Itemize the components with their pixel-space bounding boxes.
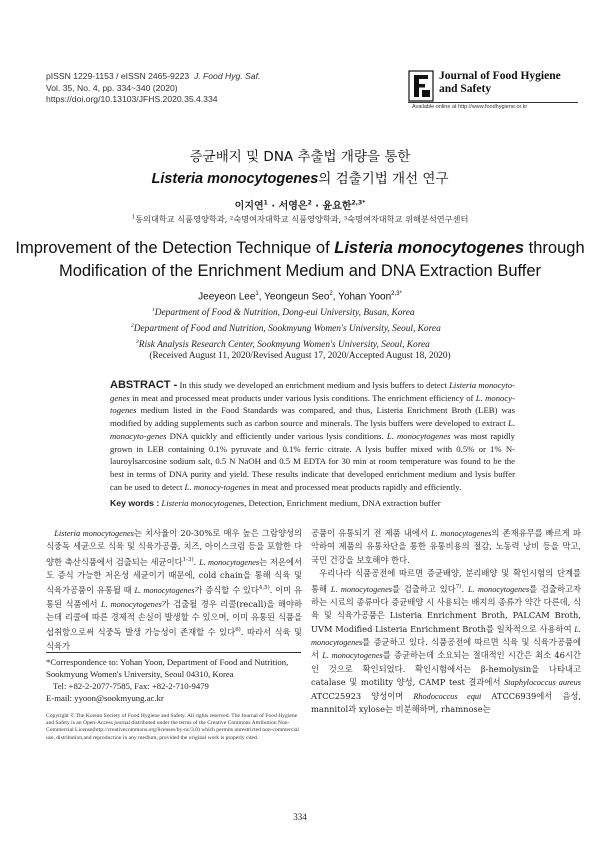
abstract-text-5: was most rapidly grown in LEB containing 0.1% pyruvate and 0.1% ferric citrate. A lysis buffer mixed with 0.5% or 1% N-lauroylsarcosine sodium salt, 0.5 N NaOH and 0.5 M EDTA for 30 min at room temperature was found to be the best in terms of DNA purity and yield. These results indicate that developed enrichment medium and lysis buffer can be used to detect: [110, 430, 515, 492]
korean-authors: [0, 197, 600, 212]
issn: pISSN 1229-1153 / eISSN 2465-9223: [46, 71, 190, 81]
english-title-part-b: through: [524, 239, 585, 257]
rc-italic-4: L. monocytogenes: [311, 624, 581, 648]
available-online: Available online at http://www.foodhygiene.or.kr: [412, 104, 528, 110]
email-text[interactable]: E-mail: yyoon@sookmyung.ac.kr: [46, 693, 164, 703]
rc-italic-7: Rhodococcus equi: [413, 691, 482, 701]
keywords-italic: Listeria monocytogenes,: [159, 498, 247, 508]
left-paragraph-1: [46, 527, 302, 653]
journal-name: [439, 70, 589, 96]
korean-author-3-sup: [352, 200, 366, 207]
journal-name-line2: and Safety: [439, 83, 492, 95]
lc-text-2: .: [193, 556, 200, 567]
korean-author-2-sup: 2: [307, 199, 312, 207]
english-author-2: , Yeongeun Seo: [258, 291, 330, 303]
korean-affiliation: [0, 214, 600, 225]
abstract-italic-2: L. monocy-togenes: [110, 392, 516, 416]
english-title-species: Listeria monocytogenes: [334, 239, 525, 257]
rc-text-4: 를 검출하고 있다: [392, 583, 456, 594]
doi-link[interactable]: https://doi.org/10.13103/JFHS.2020.35.4.334: [46, 94, 218, 104]
affiliation-2: [131, 320, 441, 336]
lc-italic-2: L. monocytogenes: [199, 557, 260, 567]
aff-3-sup: 3: [136, 339, 139, 346]
lc-ref-2: 4,5): [258, 585, 270, 592]
lc-text-4: 가 증식할 수 있다: [194, 585, 259, 596]
abstract-italic-5: L. monocy-togenes: [184, 481, 251, 492]
journal-abbrev: J. Food Hyg. Saf.: [193, 71, 261, 81]
aff-1-sup: 1: [152, 307, 155, 313]
abstract-text-1: In this study we developed an enrichment medium and lysis buffers to detect: [177, 380, 450, 390]
rc-ref-1: 7): [455, 583, 462, 590]
english-author-2-sup: 2: [329, 291, 333, 297]
keywords-rest: Detection, Enrichment medium, DNA extraction buffer: [246, 498, 441, 508]
lc-text-6: 가 검출될 경우 리콜(recall)을 해야하는데 리콜에 따른 경제적 손실이 발생할 수 있으며, 이미 유통된 식품을 섭취함으로써 식중독 발생 가능성이 존재할 수 있다: [46, 598, 302, 638]
lc-italic-4: L. monocytogenes: [101, 599, 162, 609]
rc-italic-3: L. monocytogenes: [467, 584, 530, 594]
korean-author-1-sup: 1: [263, 199, 268, 207]
abstract-italic-3: L. monocyto-genes: [110, 418, 515, 441]
english-author-3: , Yohan Yoon: [332, 291, 392, 303]
korean-author-3-star: *: [362, 199, 366, 207]
korean-author-2: · 서영은: [267, 201, 308, 212]
rc-text-1: 공품이 유통되기 전 제품 내에서: [311, 528, 431, 538]
korean-title-rest: 의 검출기법 개선 연구: [318, 171, 449, 187]
korean-title-line1: 증균배지 및 DNA 추출법 개량을 통한: [189, 149, 411, 165]
lc-italic-3: L. monocytogenes: [134, 586, 195, 596]
abstract-text-4: DNA quickly and efficiently under various lysis conditions.: [166, 430, 387, 441]
english-title-part-a: Improvement of the Detection Technique of: [15, 239, 335, 257]
received-dates: (Received August 11, 2020/Revised August 17, 2020/Accepted August 18, 2020): [149, 351, 451, 361]
aff-2-sup: 2: [131, 323, 134, 330]
rc-italic-1: L. monocytogenes: [430, 529, 492, 538]
korean-affiliation-text: 동의대학교 식품영양학과, ²숙명여자대학교 식품영양학과, ³숙명여자대학교 위해분석연구센터: [135, 214, 469, 224]
english-author-3-sup-num: 2,3: [391, 291, 400, 297]
lc-ref-1: 1-3): [182, 556, 194, 563]
abstract-text-2: in meat and processed meat products under various lysis conditions. The enrichment efficiency of: [129, 392, 476, 403]
rc-italic-2: L. monocytogenes: [330, 584, 392, 594]
volume-info: Vol. 35, No. 4, pp. 334~340 (2020): [46, 82, 178, 93]
rc-text-3: 우리나라 식품공전에 따르면 증균배양, 분리배양 및 확인시험의 단계를 통해: [311, 568, 581, 594]
lc-text-1: 는 치사율이 20-30%로 매우 높은 그람양성의 식중독 세균으로 식육 및 식육가공품, 치즈, 아이스크림 등을 포함한 다양한 축산식품에서 검출되는 세균이다: [46, 528, 302, 567]
keywords-label: Key words :: [110, 498, 160, 508]
english-title-line1: [0, 239, 600, 258]
right-paragraph-1: [311, 527, 581, 567]
lc-italic-1: Listeria monocytogenes: [54, 529, 134, 538]
journal-logo-icon: [408, 70, 434, 102]
abstract-italic-1: Listeria monocyto-genes: [110, 380, 516, 403]
email-line[interactable]: [46, 692, 301, 704]
right-paragraph-2: [311, 567, 581, 716]
abstract-text-6: in meat and processed meat products rapidly and efficiently.: [250, 481, 462, 492]
rc-text-5: .: [461, 583, 468, 594]
page-number: 334: [293, 812, 307, 822]
lc-ref-3: 6): [235, 627, 241, 634]
english-author-3-sup: [391, 291, 402, 297]
copyright-notice: Copyright © The Korean Society of Food Hygiene and Safety. All rights reserved. The Journal of Food Hygiene and Safety is an Open-Access journal distributed under the terms of the Creative Commons Attribution Non-Commercial License(http://creativecommons.org/licenses/by-nc/3.0) which permits unrestricted non-commercial use, distribution,and reproduction in any medium, provided the original work is properly cited.: [46, 713, 299, 741]
aff-1-text: Department of Food & Nutrition, Dong-eui University, Busan, Korea: [154, 308, 415, 319]
journal-name-line1: Journal of Food Hygiene: [439, 70, 561, 82]
lc-text-7: . 따라서 식육 및 식육가: [46, 627, 303, 651]
correspondence-text: *Correspondence to: Yohan Yoon, Department of Food and Nutrition, Sookmyung Women's University, Seoul 04310, Korea: [46, 657, 289, 679]
korean-title-line2: [0, 167, 600, 187]
lc-text-3: 는 저온에서도 증식 가능한 저온성 세균이기 때문에, cold chain을 통해 식육 및 식육가공품이 유통될 때: [46, 556, 302, 596]
header-divider: [408, 102, 578, 103]
english-author-1-sup: 1: [255, 291, 259, 297]
korean-aff-sup: 1: [131, 214, 136, 221]
english-authors: [0, 291, 600, 302]
abstract-italic-4: L. monocytogenes: [386, 430, 451, 441]
affiliation-1: [152, 304, 441, 320]
rc-text-10: ATCC6939에서 음성, mannitol과 xylose는 비분해하며, rhamnose는: [311, 690, 581, 715]
affiliation-3: [136, 336, 441, 352]
english-affiliations: [131, 304, 441, 352]
korean-title-species: Listeria monocytogenes: [151, 171, 319, 187]
english-author-3-star: *: [399, 291, 402, 297]
keywords: [110, 498, 530, 508]
rc-text-8: 를 증균하는데 소요되는 절대적인 시간은 최소 46시간인 것으로 확인되었다. 확인시험에서는 β-hemolysin을 나타내고 catalase 및 motility 양성, CAMP test 결과에서: [311, 650, 581, 688]
english-author-1: Jeeyeon Lee: [198, 291, 256, 303]
rc-text-9: ATCC25923 양성이며: [311, 690, 414, 701]
english-title-line2: Modification of the Enrichment Medium and DNA Extraction Buffer: [58, 262, 542, 280]
abstract-text-3: medium listed in the Food Standards was compared, and thus, Listeria Enrichment Broth (LEB) was modified by adding supplements such as carbon source and minerals. The lysis buffers were developed to extract: [110, 405, 515, 429]
rc-text-2: 의 존재유무를 빠르게 파악하여 제품의 유통차단을 통한 유통비용의 절감, 노동력 낭비 등을 막고, 국민 건강을 보호해야 한다.: [311, 528, 581, 565]
abstract: [110, 379, 515, 493]
abstract-label: ABSTRACT -: [110, 379, 178, 391]
korean-author-3-sup-num: 2,3: [351, 199, 363, 207]
right-column: [311, 527, 581, 716]
rc-text-7: 를 증균하고 있다. 식품공전에 따르면 식육 및 식육가공품에서: [311, 637, 581, 661]
correspondence-footnote: [46, 656, 301, 704]
left-column: [46, 527, 302, 653]
journal-header: [46, 71, 260, 106]
lc-text-5: . 이미 유통된 식품에서: [46, 585, 302, 609]
korean-author-1: 이지연: [234, 201, 264, 212]
korean-author-3: · 윤요한: [311, 201, 352, 212]
tel-fax: Tel: +82-2-2077-7585, Fax: +82-2-710-9479: [53, 681, 209, 691]
rc-text-6: 를 검출하고자 하는 시료의 종류마다 증균배양 시 사용되는 배지의 종류가 약간 다른데, 식육 및 식육가공품은 Listeria Enrichment Broth, PALCAM Broth, UVM Modified Listeria Enrichment Broth를 일차적으로 사용하여: [311, 583, 581, 634]
rc-italic-6: Staphylococcus aureus: [504, 678, 581, 688]
aff-2-text: Department of Food and Nutrition, Sookmyung Women's University, Seoul, Korea: [133, 324, 441, 335]
footnote-divider: [46, 652, 301, 653]
aff-3-text: Risk Analysis Research Center, Sookmyung Women's University, Seoul, Korea: [138, 340, 430, 351]
rc-italic-5: L. monocytogenes: [322, 651, 383, 661]
